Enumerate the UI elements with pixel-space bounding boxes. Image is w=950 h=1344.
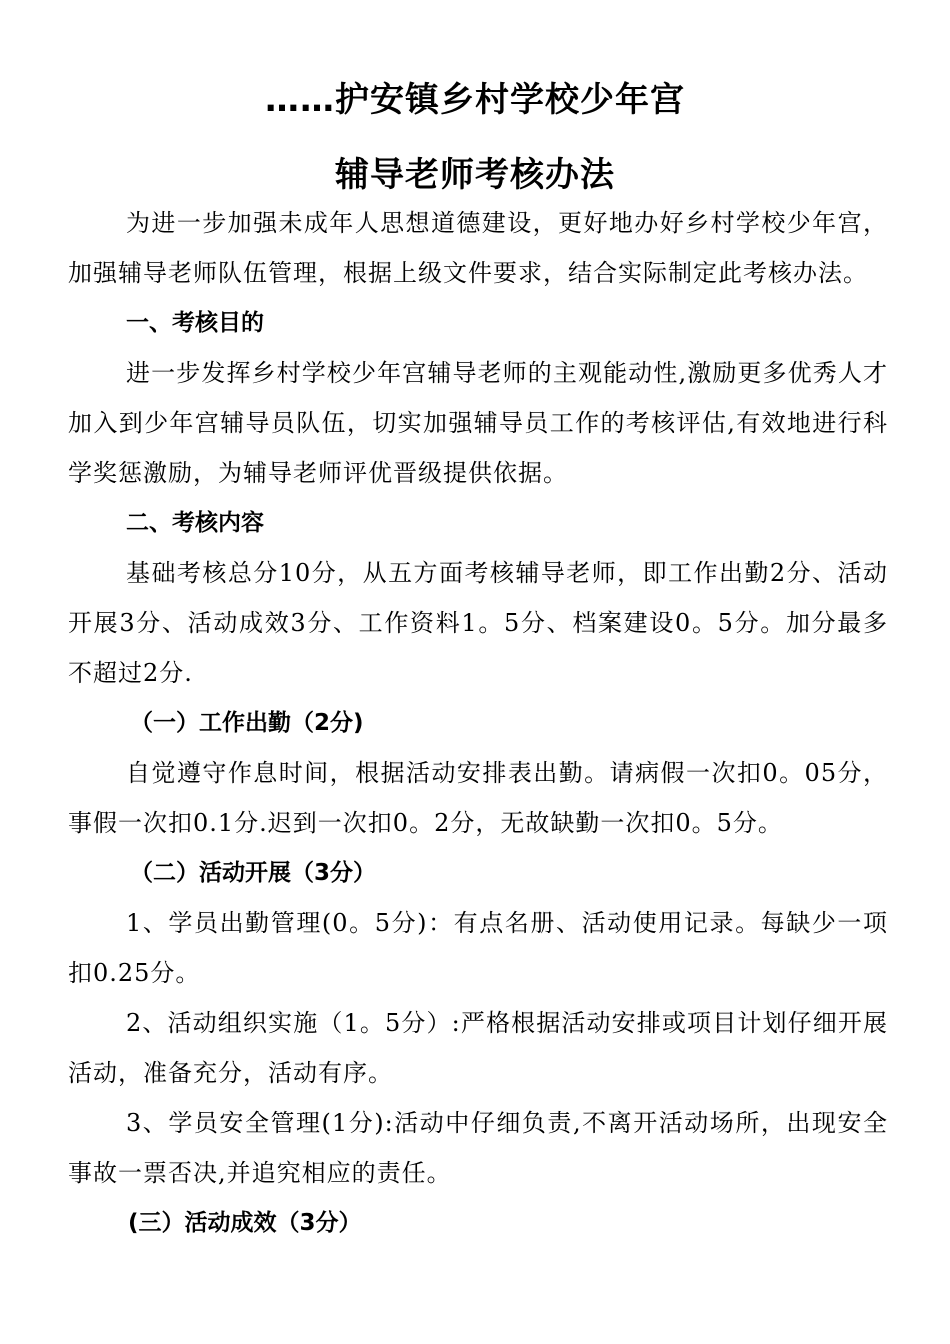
section-2-paragraph: 基础考核总分10分，从五方面考核辅导老师，即工作出勤2分、活动开展3分、活动成效3分、工作资料1。5分、档案建设0。5分。加分最多不超过2分. bbox=[68, 559, 888, 687]
subsection-3-heading: (三）活动成效（3分） bbox=[128, 1210, 362, 1236]
subsection-1-heading: （一）工作出勤（2分) bbox=[130, 710, 364, 736]
document-body bbox=[68, 198, 888, 1248]
document-title-line-2: 辅导老师考核办法 bbox=[335, 155, 615, 195]
subsection-2-item-1: 1、学员出勤管理(0。5分)：有点名册、活动使用记录。每缺少一项扣0.25分。 bbox=[68, 909, 888, 987]
section-1-heading: 一、考核目的 bbox=[126, 310, 264, 336]
section-2-heading: 二、考核内容 bbox=[126, 510, 264, 536]
subsection-2-heading: （二）活动开展（3分） bbox=[130, 860, 377, 886]
document-title-line-1: ……护安镇乡村学校少年宫 bbox=[265, 80, 685, 120]
subsection-2-item-2: 2、活动组织实施（1。5分）:严格根据活动安排或项目计划仔细开展活动，准备充分，活动有序。 bbox=[68, 1009, 888, 1087]
intro-paragraph: 为进一步加强未成年人思想道德建设，更好地办好乡村学校少年宫，加强辅导老师队伍管理，根据上级文件要求，结合实际制定此考核办法。 bbox=[68, 209, 888, 287]
subsection-1-paragraph: 自觉遵守作息时间，根据活动安排表出勤。请病假一次扣0。05分，事假一次扣0.1分.迟到一次扣0。2分，无故缺勤一次扣0。5分。 bbox=[68, 759, 888, 837]
section-1-paragraph: 进一步发挥乡村学校少年宫辅导老师的主观能动性,激励更多优秀人才加入到少年宫辅导员队伍，切实加强辅导员工作的考核评估,有效地进行科学奖惩激励，为辅导老师评优晋级提供依据。 bbox=[68, 359, 888, 487]
subsection-2-item-3: 3、学员安全管理(1分):活动中仔细负责,不离开活动场所，出现安全事故一票否决,并追究相应的责任。 bbox=[68, 1109, 888, 1187]
